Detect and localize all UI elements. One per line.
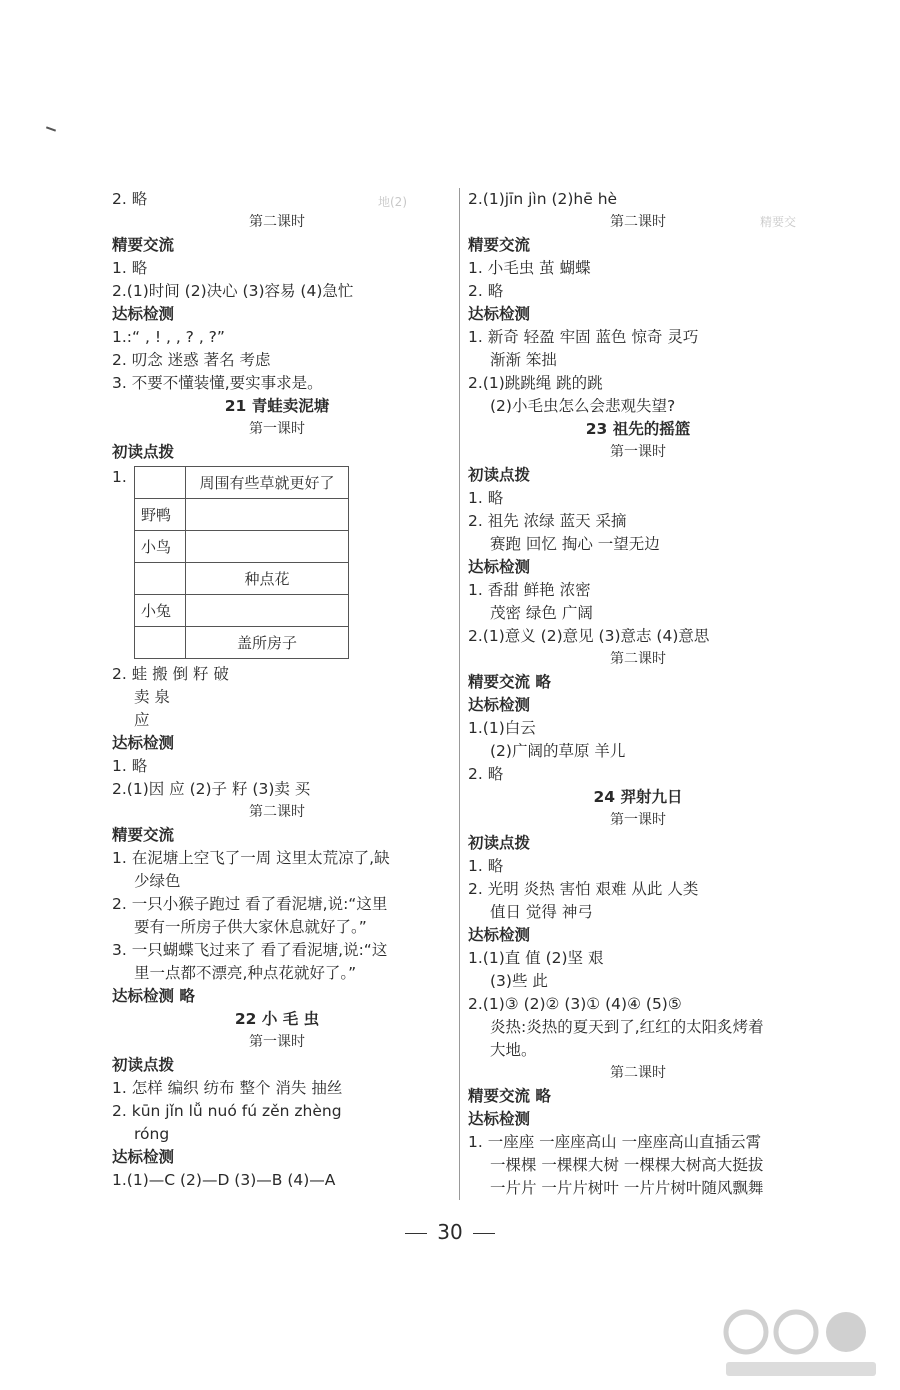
page-number: 30	[437, 1220, 463, 1244]
section-heading: 精要交流	[112, 236, 175, 254]
chapter-title: 24 羿射九日	[593, 788, 683, 806]
lesson-heading: 第二课时	[249, 804, 305, 820]
lesson-heading: 第二课时	[610, 1065, 666, 1081]
section-heading: 精要交流 略	[468, 1087, 551, 1105]
footer-dash	[473, 1233, 495, 1234]
watermark-top-right: 精要交	[760, 215, 797, 229]
answer-line: 少绿色	[134, 872, 181, 890]
answer-line: 2. kūn jǐn lǚ nuó fú zěn zhèng	[112, 1102, 342, 1120]
answer-line: 2.(1)跳跳绳 跳的跳	[468, 374, 603, 392]
table-cell: 种点花	[186, 563, 349, 595]
section-heading: 达标检测	[468, 1110, 531, 1128]
section-heading: 达标检测	[468, 305, 531, 323]
answer-line: 2. 略	[112, 190, 148, 208]
answer-table-block	[112, 466, 442, 659]
answer-line: 1. 香甜 鲜艳 浓密	[468, 581, 591, 599]
answer-line: 2. 叨念 迷惑 著名 考虑	[112, 351, 271, 369]
answer-line: 2. 略	[468, 282, 504, 300]
section-heading: 初读点拨	[112, 443, 175, 461]
lesson-heading: 第二课时	[610, 651, 666, 667]
answer-line: 1. 小毛虫 茧 蝴蝶	[468, 259, 591, 277]
section-heading: 达标检测	[468, 696, 531, 714]
lesson-heading: 第一课时	[249, 421, 305, 437]
answer-line: 1.(1)直 值 (2)坚 艰	[468, 949, 604, 967]
answer-line: 2.(1)意义 (2)意见 (3)意志 (4)意思	[468, 627, 710, 645]
answer-line: (3)些 此	[490, 972, 548, 990]
answer-line: 值日 觉得 神弓	[490, 903, 593, 921]
answer-table	[134, 466, 349, 659]
answer-line: 炎热:炎热的夏天到了,红红的太阳炙烤着	[490, 1018, 764, 1036]
answer-line: 2.(1)jīn jìn (2)hē hè	[468, 190, 618, 208]
answer-line: 2.(1)时间 (2)决心 (3)容易 (4)急忙	[112, 282, 354, 300]
answer-line: 1. 略	[112, 259, 148, 277]
answer-line: 赛跑 回忆 掏心 一望无边	[490, 535, 660, 553]
table-cell: 盖所房子	[186, 627, 349, 659]
section-heading: 精要交流 略	[468, 673, 551, 691]
left-column	[112, 188, 442, 1192]
answer-line: 渐渐 笨拙	[490, 351, 557, 369]
answer-line: 要有一所房子供大家休息就好了。”	[134, 918, 367, 936]
answer-line: 一棵棵 一棵棵大树 一棵棵大树高大挺拔	[490, 1156, 764, 1174]
page-footer	[0, 1220, 900, 1244]
section-heading: 精要交流	[468, 236, 531, 254]
answer-line: 1. 略	[112, 757, 148, 775]
answer-line: róng	[134, 1125, 170, 1143]
lesson-heading: 第一课时	[610, 444, 666, 460]
lesson-heading: 第二课时	[610, 214, 666, 230]
section-heading: 达标检测	[112, 1148, 175, 1166]
answer-line: 2. 蛙 搬 倒 籽 破	[112, 665, 229, 683]
chapter-title: 21 青蛙卖泥塘	[224, 397, 330, 415]
table-cell	[186, 595, 349, 627]
answer-line: 1. 新奇 轻盈 牢固 蓝色 惊奇 灵巧	[468, 328, 699, 346]
section-heading: 精要交流	[112, 826, 175, 844]
section-heading: 达标检测	[112, 734, 175, 752]
watermark-top-left: 地(2)	[378, 195, 407, 209]
answer-line: 1. 在泥塘上空飞了一周 这里太荒凉了,缺	[112, 849, 390, 867]
site-logo	[718, 1300, 888, 1380]
answer-line: (2)广阔的草原 羊儿	[490, 742, 626, 760]
table-cell: 野鸭	[135, 499, 186, 531]
lesson-heading: 第一课时	[249, 1034, 305, 1050]
table-row	[135, 467, 349, 499]
section-heading: 达标检测	[112, 305, 175, 323]
table-row	[135, 563, 349, 595]
answer-line: 3. 不要不懂装懂,要实事求是。	[112, 374, 323, 392]
answer-line: 1.(1)—C (2)—D (3)—B (4)—A	[112, 1171, 336, 1189]
table-row	[135, 595, 349, 627]
answer-line: 卖 泉	[134, 688, 170, 706]
answer-line: 2. 光明 炎热 害怕 艰难 从此 人类	[468, 880, 699, 898]
table-cell	[135, 467, 186, 499]
table-cell	[186, 499, 349, 531]
answer-line: 2.(1)因 应 (2)子 籽 (3)卖 买	[112, 780, 311, 798]
table-cell	[135, 563, 186, 595]
answer-line: 1.(1)白云	[468, 719, 536, 737]
answer-line: 2. 略	[468, 765, 504, 783]
section-heading: 达标检测	[468, 558, 531, 576]
answer-line: 3. 一只蝴蝶飞过来了 看了看泥塘,说:“这	[112, 941, 388, 959]
right-column	[468, 188, 808, 1200]
answer-line: 大地。	[490, 1041, 537, 1059]
table-row	[135, 499, 349, 531]
answer-line: 1. 一座座 一座座高山 一座座高山直插云霄	[468, 1133, 762, 1151]
answer-line: 1. 怎样 编织 纺布 整个 消失 抽丝	[112, 1079, 343, 1097]
answer-line: 1. 略	[468, 489, 504, 507]
lesson-heading: 第二课时	[249, 214, 305, 230]
section-heading: 初读点拨	[468, 466, 531, 484]
table-number: 1.	[112, 468, 127, 486]
column-divider	[459, 188, 460, 1200]
table-cell: 小鸟	[135, 531, 186, 563]
answer-line: 2. 祖先 浓绿 蓝天 采摘	[468, 512, 627, 530]
answer-line: (2)小毛虫怎么会悲观失望?	[490, 397, 676, 415]
table-cell: 周围有些草就更好了	[186, 467, 349, 499]
answer-line: 应	[134, 711, 150, 729]
table-row	[135, 531, 349, 563]
chapter-title: 22 小 毛 虫	[234, 1010, 320, 1028]
answer-line: 1. 略	[468, 857, 504, 875]
answer-line: 茂密 绿色 广阔	[490, 604, 593, 622]
table-row	[135, 627, 349, 659]
section-heading: 达标检测 略	[112, 987, 195, 1005]
chapter-title: 23 祖先的摇篮	[585, 420, 691, 438]
answer-line: 里一点都不漂亮,种点花就好了。”	[134, 964, 357, 982]
table-cell	[135, 627, 186, 659]
table-cell: 小兔	[135, 595, 186, 627]
footer-dash	[405, 1233, 427, 1234]
lesson-heading: 第一课时	[610, 812, 666, 828]
section-heading: 达标检测	[468, 926, 531, 944]
answer-line: 2.(1)③ (2)② (3)① (4)④ (5)⑤	[468, 995, 682, 1013]
answer-line: 1.:“ , ! , , ? , ?”	[112, 328, 225, 346]
section-heading: 初读点拨	[112, 1056, 175, 1074]
answer-line: 一片片 一片片树叶 一片片树叶随风飘舞	[490, 1179, 764, 1197]
section-heading: 初读点拨	[468, 834, 531, 852]
answer-line: 2. 一只小猴子跑过 看了看泥塘,说:“这里	[112, 895, 388, 913]
table-cell	[186, 531, 349, 563]
stray-mark	[46, 126, 56, 131]
